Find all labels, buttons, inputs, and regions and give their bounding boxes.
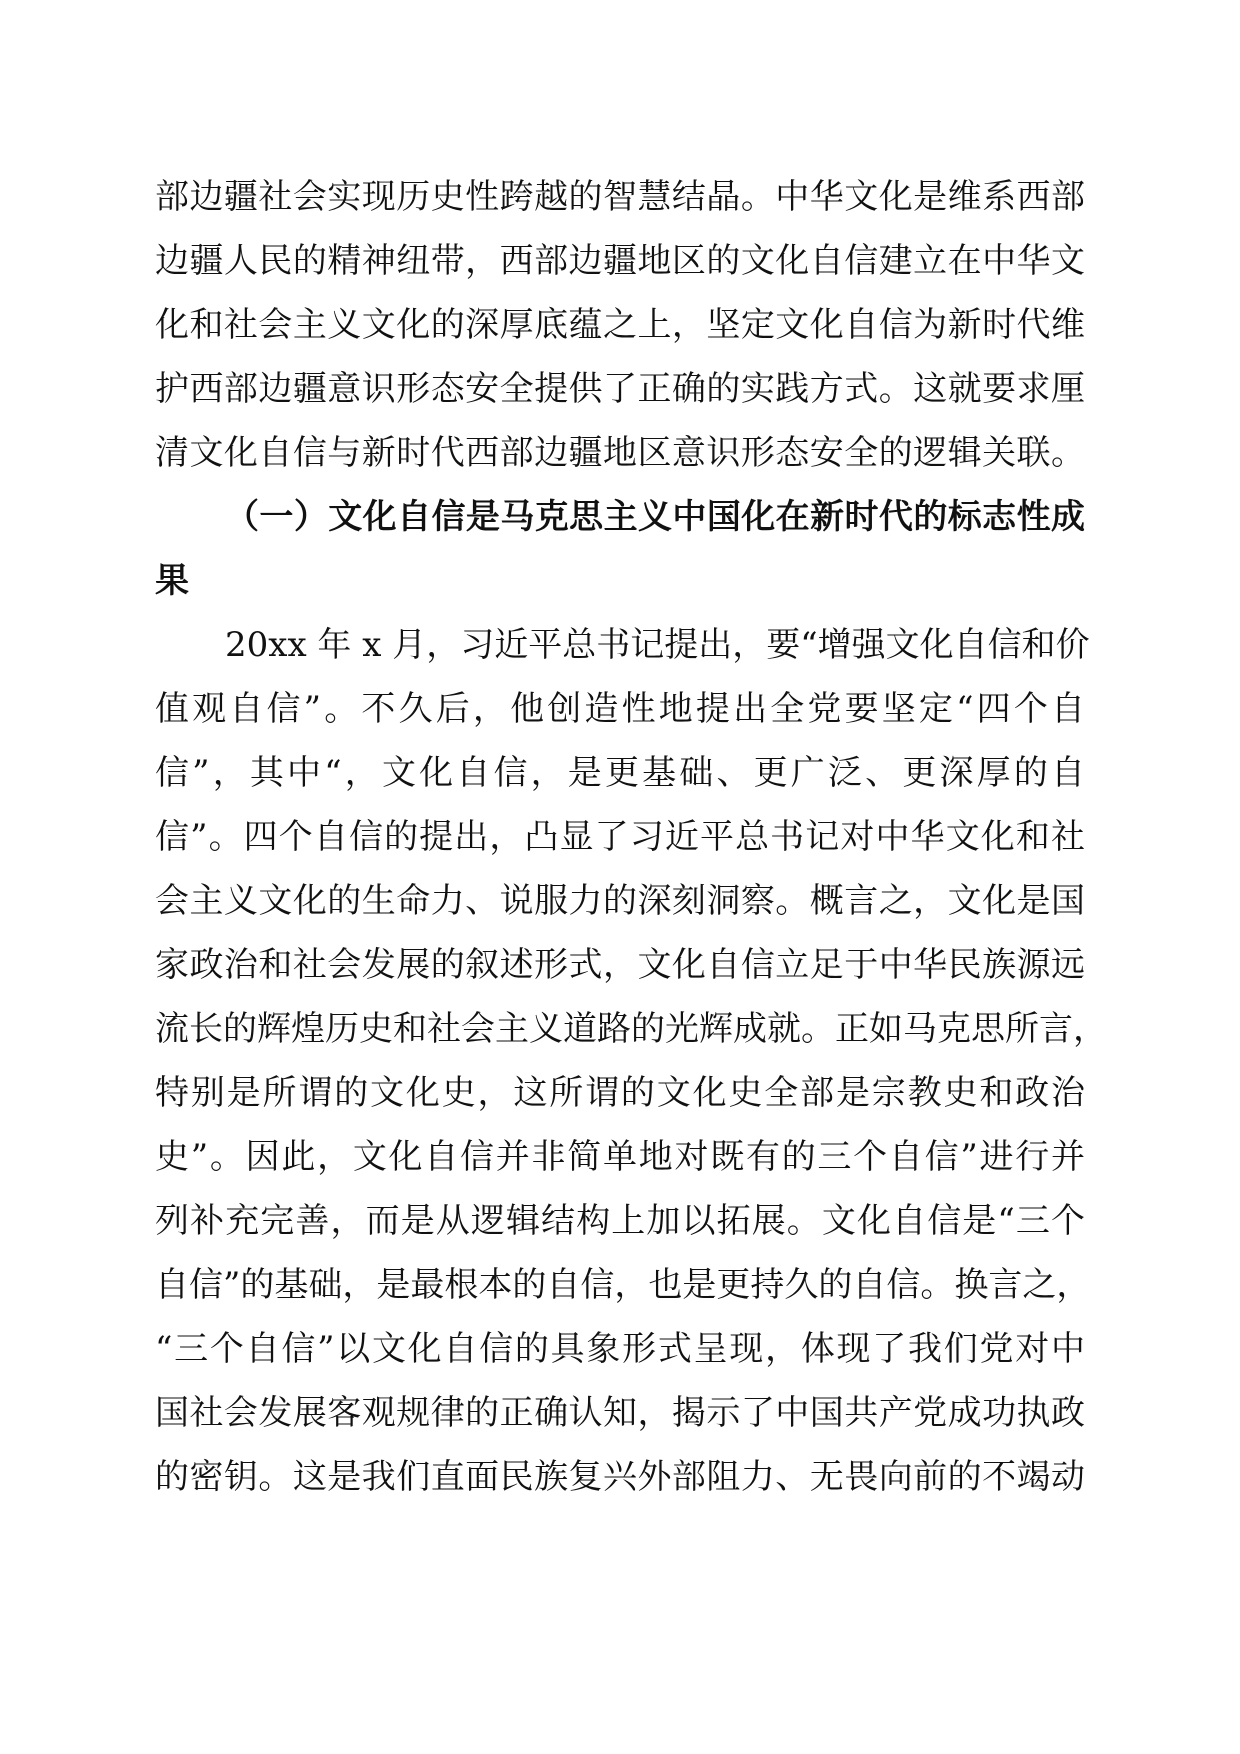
- text-line: 自信”的基础，是最根本的自信，也是更持久的自信。换言之，: [155, 1265, 1091, 1305]
- text-line: 的密钥。这是我们直面民族复兴外部阻力、无畏向前的不竭动: [155, 1457, 1085, 1497]
- text-line: 清文化自信与新时代西部边疆地区意识形态安全的逻辑关联。: [155, 433, 1085, 473]
- text-line: “三个自信”以文化自信的具象形式呈现，体现了我们党对中: [155, 1329, 1085, 1369]
- text-line: 流长的辉煌历史和社会主义道路的光辉成就。正如马克思所言，: [155, 1009, 1107, 1049]
- text-line: 20xx 年 x 月，习近平总书记提出，要“增强文化自信和价: [225, 625, 1090, 665]
- text-line: 特别是所谓的文化史，这所谓的文化史全部是宗教史和政治: [155, 1073, 1085, 1113]
- section-heading: [155, 485, 1085, 613]
- text-line: 值观自信”。不久后，他创造性地提出全党要坚定“四个自: [155, 689, 1085, 729]
- text-line: 会主义文化的生命力、说服力的深刻洞察。概言之，文化是国: [155, 881, 1085, 921]
- text-line: 边疆人民的精神纽带，西部边疆地区的文化自信建立在中华文: [155, 241, 1085, 281]
- text-line: 史”。因此，文化自信并非简单地对既有的三个自信”进行并: [155, 1137, 1085, 1177]
- text-line: 部边疆社会实现历史性跨越的智慧结晶。中华文化是维系西部: [155, 177, 1085, 217]
- text-line: 列补充完善，而是从逻辑结构上加以拓展。文化自信是“三个: [155, 1201, 1085, 1241]
- heading-line: （一）文化自信是马克思主义中国化在新时代的标志性成: [225, 497, 1085, 537]
- text-line: 化和社会主义文化的深厚底蕴之上，坚定文化自信为新时代维: [155, 305, 1085, 345]
- text-line: 护西部边疆意识形态安全提供了正确的实践方式。这就要求厘: [155, 369, 1085, 409]
- text-line: 信”，其中“，文化自信，是更基础、更广泛、更深厚的自: [155, 753, 1085, 793]
- text-line: 信”。四个自信的提出，凸显了习近平总书记对中华文化和社: [155, 817, 1085, 857]
- body-paragraph-1: [155, 165, 1085, 485]
- heading-line: 果: [155, 561, 189, 601]
- text-line: 家政治和社会发展的叙述形式，文化自信立足于中华民族源远: [155, 945, 1085, 985]
- body-paragraph-2: [155, 613, 1107, 1509]
- text-line: 国社会发展客观规律的正确认知，揭示了中国共产党成功执政: [155, 1393, 1085, 1433]
